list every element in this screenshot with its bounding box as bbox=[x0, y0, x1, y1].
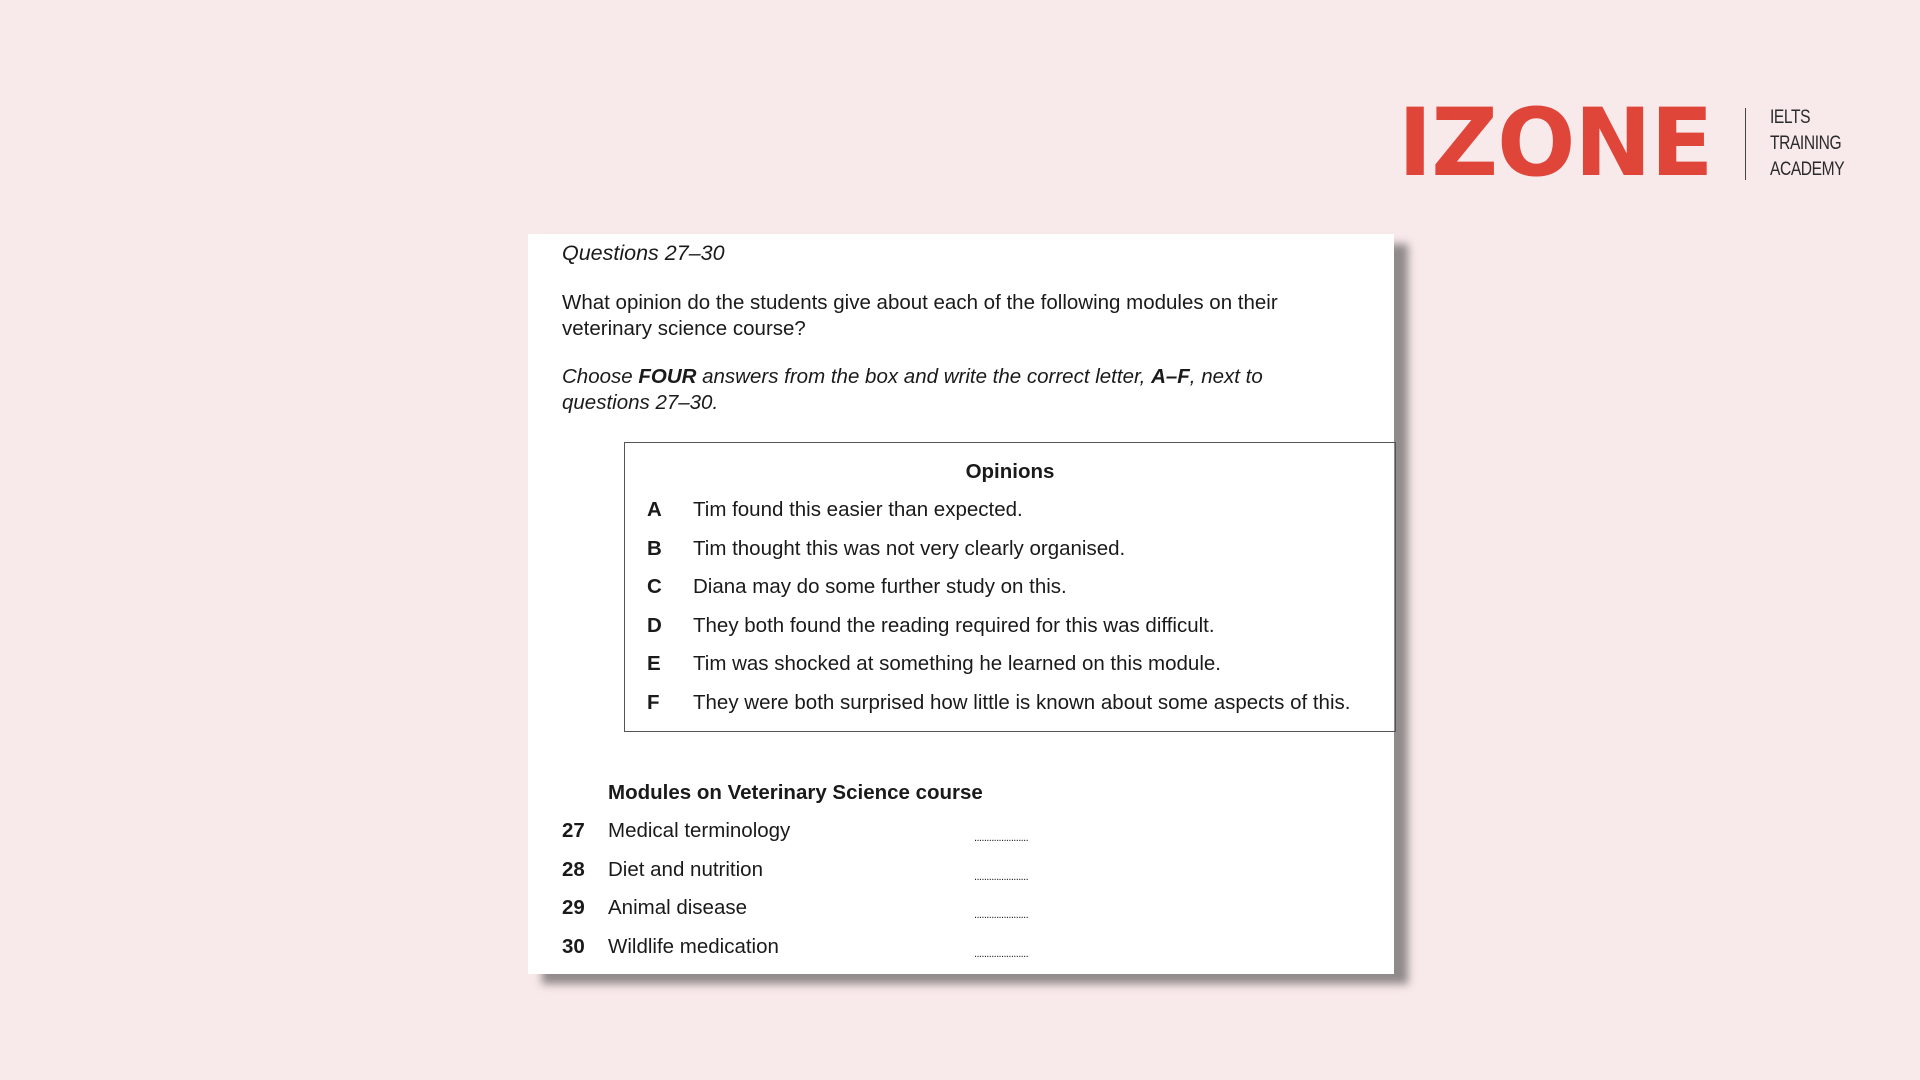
logo-divider bbox=[1745, 108, 1746, 180]
module-name: Wildlife medication bbox=[608, 934, 779, 958]
opinion-letter: A bbox=[647, 498, 662, 521]
question-number: 27 bbox=[562, 819, 585, 842]
opinion-item bbox=[647, 536, 1385, 575]
answer-blank[interactable]: ...................... bbox=[974, 832, 1029, 844]
logo-brand: IZONE bbox=[1398, 89, 1713, 198]
opinions-box bbox=[624, 442, 1396, 732]
module-name: Animal disease bbox=[608, 896, 748, 920]
module-name: Diet and nutrition bbox=[608, 857, 763, 881]
opinion-letter: D bbox=[647, 613, 662, 637]
question-number: 30 bbox=[562, 934, 585, 958]
instruction-bold-1: FOUR bbox=[638, 365, 697, 388]
opinion-text: Tim thought this was not very clearly organised. bbox=[693, 536, 1126, 560]
question-number: 29 bbox=[562, 896, 585, 920]
logo-sub-line-3: ACADEMY bbox=[1769, 159, 1845, 180]
opinion-letter: B bbox=[647, 536, 662, 560]
answer-blank[interactable]: ...................... bbox=[974, 947, 1029, 960]
izone-logo bbox=[1398, 89, 1860, 198]
answer-blank[interactable]: ...................... bbox=[974, 870, 1029, 883]
module-list bbox=[562, 818, 1162, 972]
opinion-item bbox=[647, 613, 1385, 652]
opinion-item bbox=[647, 497, 1385, 536]
question-number: 28 bbox=[562, 857, 585, 881]
opinion-item bbox=[647, 690, 1385, 729]
logo-sub-line-2: TRAINING bbox=[1769, 133, 1842, 154]
question-intro: What opinion do the students give about each of the following modules on their veterinary science course? bbox=[562, 291, 1278, 340]
question-document bbox=[528, 234, 1394, 974]
opinion-text: Diana may do some further study on this. bbox=[693, 575, 1067, 599]
instruction-part-1: Choose bbox=[562, 365, 639, 388]
opinion-text: They both found the reading required for this was difficult. bbox=[693, 613, 1215, 637]
answer-blank[interactable]: ...................... bbox=[974, 909, 1029, 922]
opinion-item bbox=[647, 574, 1385, 613]
opinion-list bbox=[647, 497, 1385, 729]
module-question-row bbox=[562, 857, 1162, 896]
opinion-letter: F bbox=[647, 690, 660, 714]
questions-range-heading: Questions 27–30 bbox=[562, 241, 725, 265]
instruction-bold-2: A–F bbox=[1151, 365, 1190, 388]
opinion-letter: E bbox=[647, 652, 661, 676]
opinion-text: Tim was shocked at something he learned on this module. bbox=[693, 652, 1221, 676]
logo-subtitle bbox=[1770, 105, 1844, 183]
opinions-title: Opinions bbox=[965, 460, 1055, 483]
opinion-text: They were both surprised how little is known about some aspects of this. bbox=[693, 690, 1351, 714]
opinion-item bbox=[647, 651, 1385, 690]
modules-title: Modules on Veterinary Science course bbox=[608, 781, 983, 804]
module-question-row bbox=[562, 895, 1162, 934]
module-question-row bbox=[562, 818, 1162, 857]
question-instruction bbox=[562, 364, 1352, 416]
opinion-text: Tim found this easier than expected. bbox=[693, 498, 1023, 521]
logo-sub-line-1: IELTS bbox=[1769, 107, 1811, 128]
instruction-part-3: , next to questions 27–30. bbox=[562, 365, 1263, 414]
module-question-row bbox=[562, 934, 1162, 973]
opinion-letter: C bbox=[647, 575, 662, 599]
instruction-part-2: answers from the box and write the correct letter, bbox=[696, 365, 1152, 388]
module-name: Medical terminology bbox=[608, 819, 791, 842]
